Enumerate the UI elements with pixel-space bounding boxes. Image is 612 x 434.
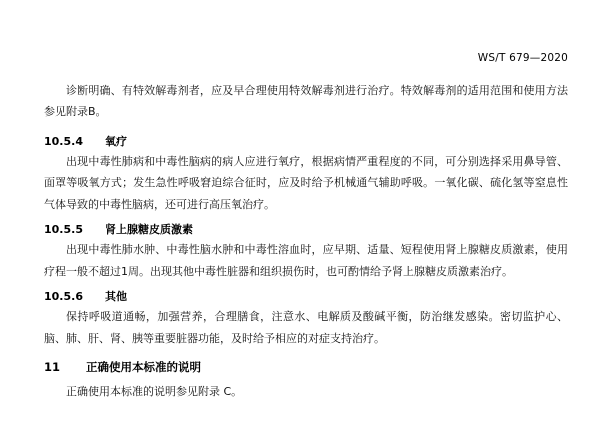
section-number: 10.5.6 xyxy=(44,290,83,304)
section-number: 11 xyxy=(44,359,61,374)
section-heading-10-5-5 xyxy=(44,221,568,237)
section-heading-10-5-6 xyxy=(44,288,568,304)
section-heading-11 xyxy=(44,359,568,375)
section-paragraph-11: 正确使用本标准的说明参见附录 C。 xyxy=(66,384,243,398)
page-header-standard-code: WS/T 679—2020 xyxy=(477,52,568,64)
section-title: 氧疗 xyxy=(104,134,127,148)
section-number: 10.5.5 xyxy=(44,223,83,237)
intro-paragraph: 诊断明确、有特效解毒剂者，应及早合理使用特效解毒剂进行治疗。特效解毒剂的适用范围和使用方法参见附录B。 xyxy=(44,84,568,119)
section-paragraph-10-5-6: 保持呼吸道通畅，加强营养，合理膳食，注意水、电解质及酸碱平衡，防治继发感染。密切监护心、脑、肺、肝、肾、胰等重要脏器功能，及时给予相应的对症支持治疗。 xyxy=(44,310,568,345)
section-heading-10-5-4 xyxy=(44,133,568,149)
section-title: 其他 xyxy=(104,290,127,304)
section-number: 10.5.4 xyxy=(44,134,83,148)
section-paragraph-10-5-4: 出现中毒性肺病和中毒性脑病的病人应进行氧疗，根据病情严重程度的不同，可分别选择采用鼻导管、面罩等吸氧方式；发生急性呼吸窘迫综合征时，应及时给予机械通气辅助呼吸。一氧化碳、硫化氢等窒息性气体导致的中毒性脑病，还可进行高压氧治疗。 xyxy=(44,154,568,211)
section-paragraph-10-5-5: 出现中毒性肺水肿、中毒性脑水肿和中毒性溶血时，应早期、适量、短程使用肾上腺糖皮质激素，使用疗程一般不超过1周。出现其他中毒性脏器和组织损伤时，也可酌情给予肾上腺糖皮质激素治疗。 xyxy=(44,243,568,278)
section-title: 正确使用本标准的说明 xyxy=(86,359,202,374)
document-content xyxy=(44,80,568,406)
section-title: 肾上腺糖皮质激素 xyxy=(104,223,193,237)
